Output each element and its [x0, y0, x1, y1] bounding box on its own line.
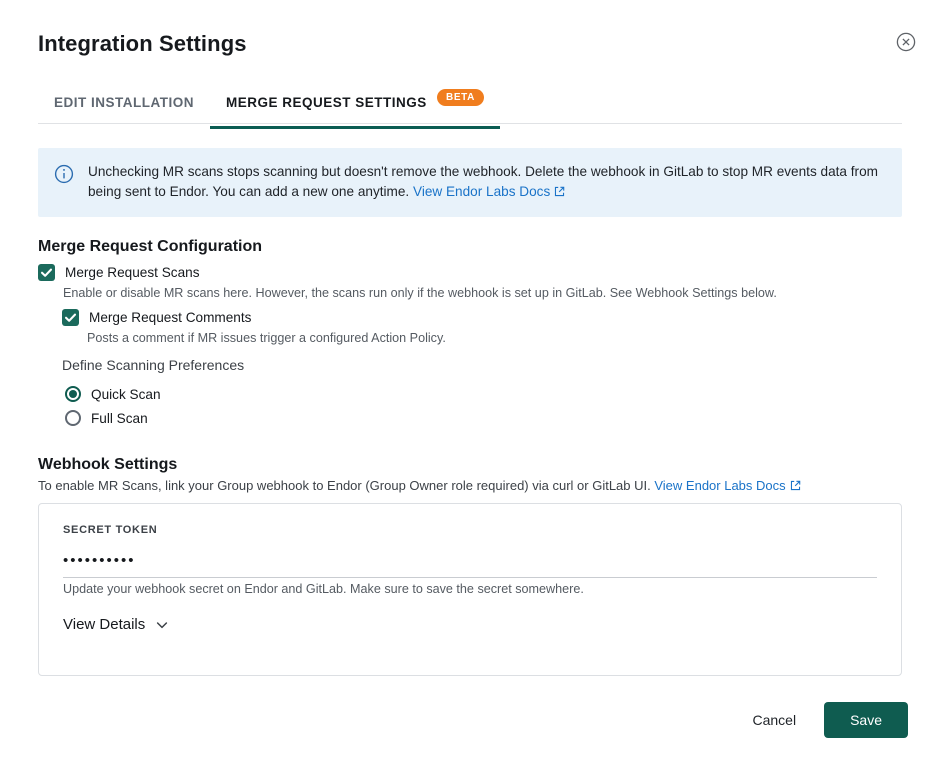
chevron-down-icon: [155, 618, 169, 632]
save-button[interactable]: Save: [824, 702, 908, 738]
banner-docs-link[interactable]: [413, 184, 565, 199]
beta-badge: BETA: [437, 89, 484, 106]
cancel-button[interactable]: Cancel: [740, 703, 808, 737]
full-scan-label: Full Scan: [91, 410, 148, 426]
dialog-footer: [740, 702, 908, 738]
merge-request-comments-help: Posts a comment if MR issues trigger a configured Action Policy.: [87, 331, 446, 345]
merge-request-comments-checkbox[interactable]: [62, 309, 79, 326]
quick-scan-radio[interactable]: [65, 386, 81, 402]
view-details-toggle[interactable]: [63, 616, 169, 633]
external-link-icon: [554, 183, 565, 194]
scanning-preferences-title: Define Scanning Preferences: [62, 357, 245, 373]
tab-merge-request-settings-label: MERGE REQUEST SETTINGS: [226, 95, 427, 110]
secret-token-card: [38, 503, 902, 676]
webhook-docs-link[interactable]: [654, 478, 800, 493]
secret-token-label: SECRET TOKEN: [63, 524, 158, 536]
quick-scan-label: Quick Scan: [91, 386, 161, 402]
merge-request-configuration-title: Merge Request Configuration: [38, 238, 263, 255]
banner-docs-link-label: View Endor Labs Docs: [413, 184, 551, 200]
full-scan-row[interactable]: [65, 410, 148, 426]
tab-edit-installation[interactable]: [38, 84, 210, 123]
tab-merge-request-settings[interactable]: [210, 84, 500, 129]
tab-edit-installation-label: EDIT INSTALLATION: [54, 95, 194, 110]
settings-tabs: [38, 84, 902, 124]
merge-request-comments-label: Merge Request Comments: [89, 310, 252, 325]
merge-request-scans-checkbox[interactable]: [38, 264, 55, 281]
webhook-settings-description-row: [38, 478, 801, 493]
secret-token-input[interactable]: [63, 547, 877, 578]
webhook-docs-link-label: View Endor Labs Docs: [654, 478, 786, 493]
webhook-settings-description: To enable MR Scans, link your Group webhook to Endor (Group Owner role required) via curl or GitLab UI.: [38, 478, 651, 493]
info-icon: [54, 164, 74, 184]
quick-scan-row[interactable]: [65, 386, 161, 402]
merge-request-scans-row[interactable]: [38, 264, 200, 281]
merge-request-scans-help: Enable or disable MR scans here. However, the scans run only if the webhook is set up in GitLab. See Webhook Settings below.: [63, 286, 777, 300]
full-scan-radio[interactable]: [65, 410, 81, 426]
page-title: Integration Settings: [38, 31, 247, 56]
info-banner: [38, 148, 902, 217]
info-banner-text: Unchecking MR scans stops scanning but doesn't remove the webhook. Delete the webhook in GitLab to stop MR events data from being sent to Endor. You can add a new one anytime.: [88, 164, 878, 200]
merge-request-scans-label: Merge Request Scans: [65, 265, 200, 280]
webhook-settings-title: Webhook Settings: [38, 456, 178, 473]
close-icon[interactable]: [896, 32, 916, 52]
view-details-label: View Details: [63, 616, 146, 633]
external-link-icon: [790, 479, 801, 490]
secret-token-help: Update your webhook secret on Endor and GitLab. Make sure to save the secret somewhere.: [63, 582, 584, 596]
merge-request-comments-row[interactable]: [62, 309, 251, 326]
